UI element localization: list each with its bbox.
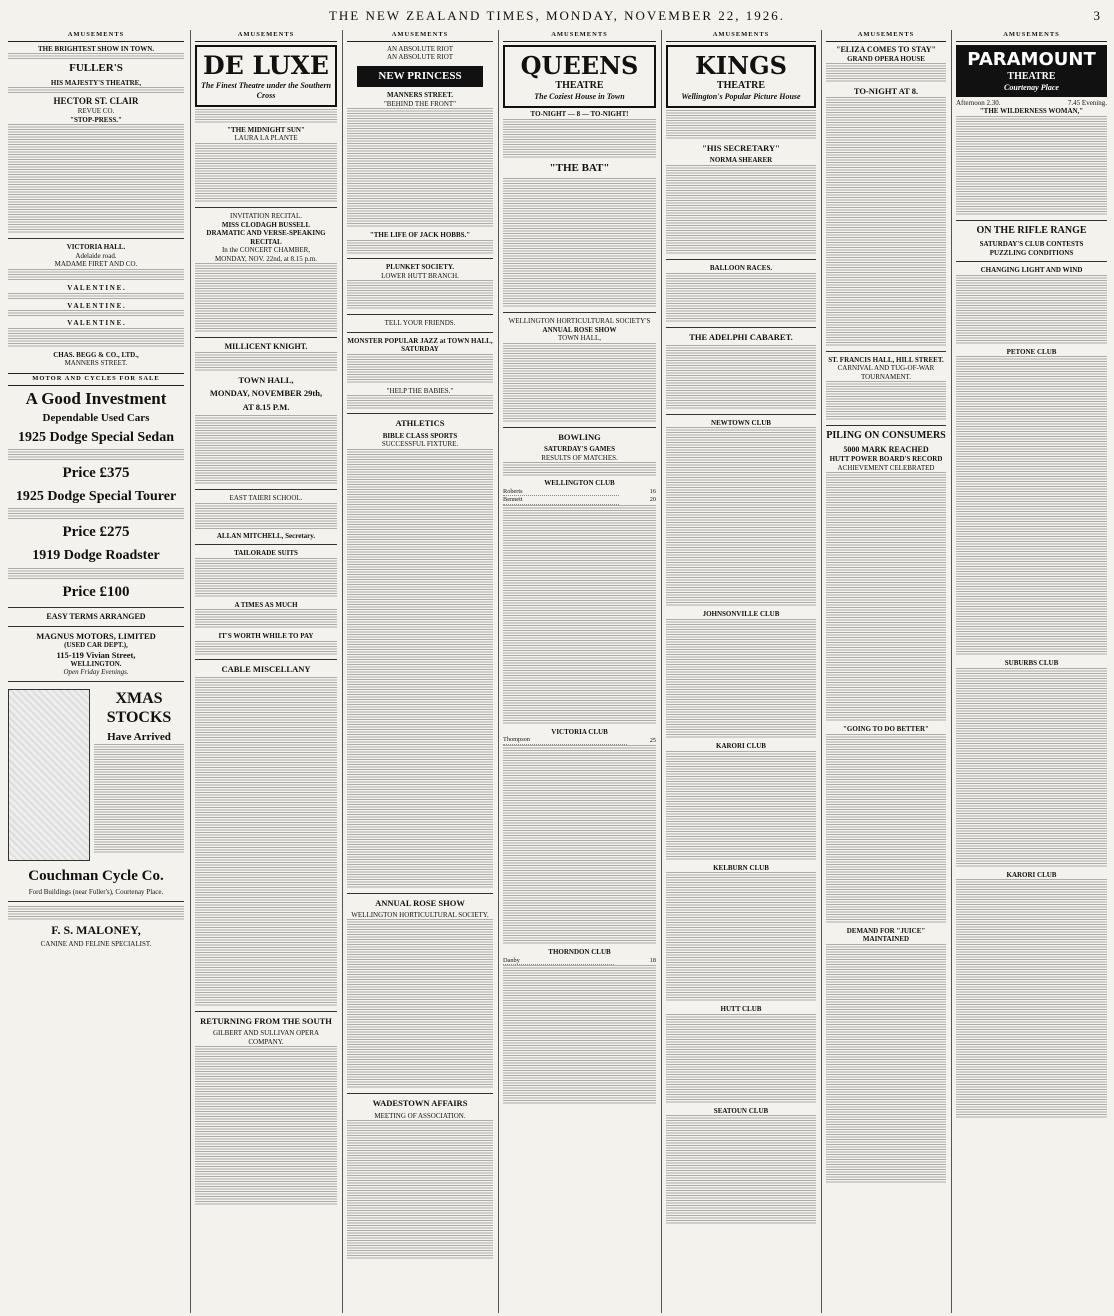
tailorade-tag: A TIMES AS MUCH	[234, 600, 298, 609]
text-block	[347, 280, 493, 310]
balloon-races: BALLOON RACES.	[709, 264, 773, 273]
section-header: AMUSEMENTS	[666, 30, 816, 42]
text-block	[503, 462, 656, 476]
page-number: 3	[1093, 8, 1100, 23]
riot-line: AN ABSOLUTE RIOT	[386, 53, 454, 62]
plunket-branch: LOWER HUTT BRANCH.	[381, 271, 459, 280]
deluxe-logo	[195, 45, 337, 107]
column-5	[661, 30, 820, 1313]
chas-begg-address: MANNERS STREET.	[64, 359, 128, 368]
tailorade-trial: IT'S WORTH WHILE TO PAY	[218, 632, 314, 641]
new-princess-logo: NEW PRINCESS	[357, 66, 483, 87]
section-header: AMUSEMENTS	[347, 30, 493, 42]
bowling-sub: SATURDAY'S GAMES	[544, 445, 615, 454]
tailorade-title: TAILORADE SUITS	[234, 549, 298, 558]
text-block	[8, 293, 184, 299]
rose-show-sub: WELLINGTON HORTICULTURAL SOCIETY.	[351, 910, 489, 919]
recital-name: MISS CLODAGH BUSSELL	[221, 220, 311, 229]
results-block	[503, 965, 656, 1105]
divider	[195, 1011, 337, 1012]
text-block	[8, 124, 184, 234]
millicent-time: AT 8.15 P.M.	[242, 401, 290, 412]
section-header: AMUSEMENTS	[8, 30, 184, 42]
text-block	[347, 108, 493, 228]
suburbs-club: SUBURBS CLUB	[1004, 659, 1059, 668]
section-header: AMUSEMENTS	[826, 30, 946, 42]
results-block	[666, 1115, 816, 1225]
table-row	[503, 957, 656, 965]
results-block	[666, 872, 816, 1002]
text-block	[195, 503, 337, 529]
results-block	[666, 619, 816, 739]
text-block	[503, 178, 656, 308]
price-list	[94, 744, 184, 854]
divider	[826, 351, 946, 352]
time-afternoon: Afternoon 2.30.	[956, 98, 1001, 107]
paramount-times	[956, 99, 1107, 108]
magnus-name: MAGNUS MOTORS, LIMITED	[36, 630, 156, 641]
text-block	[195, 263, 337, 333]
divider	[347, 258, 493, 259]
paramount-logo-text: PARAMOUNT	[967, 48, 1096, 70]
xmas-ad	[8, 686, 184, 864]
gilbert-sub: GILBERT AND SULLIVAN OPERA COMPANY.	[212, 1029, 320, 1046]
text-block	[8, 568, 184, 580]
score-table	[503, 957, 656, 966]
text-block	[8, 508, 184, 520]
text-block	[195, 415, 337, 485]
valentine-3: V A L E N T I N E .	[67, 319, 125, 328]
magnus-address: 115-119 Vivian Street,	[56, 649, 136, 660]
text-block	[347, 240, 493, 254]
deluxe-star: LAURA LA PLANTE	[234, 134, 298, 143]
text-block	[195, 609, 337, 629]
divider	[8, 681, 184, 682]
divider	[666, 327, 816, 328]
team-name: Danby	[503, 957, 614, 965]
club-heading: WELLINGTON CLUB	[544, 479, 615, 488]
results-block	[956, 879, 1107, 1119]
results-block	[666, 1014, 816, 1104]
team-name: Thompson	[503, 736, 627, 744]
article-body	[195, 677, 337, 1007]
club-heading: NEWTOWN CLUB	[711, 418, 771, 427]
results-block	[503, 505, 656, 725]
text-block	[666, 110, 816, 140]
queens-theatre: THEATRE	[555, 80, 604, 92]
section-header: AMUSEMENTS	[503, 30, 656, 42]
millicent-venue: TOWN HALL,	[238, 374, 294, 385]
kings-tagline: Wellington's Popular Picture House	[681, 92, 801, 102]
couchman-name: Couchman Cycle Co.	[28, 867, 164, 884]
tennis-venue: ST. FRANCIS HALL, HILL STREET.	[828, 355, 944, 364]
team-name: Bennett	[503, 496, 619, 505]
article-body	[347, 449, 493, 889]
paramount-theatre: THEATRE	[1007, 70, 1056, 82]
column-6	[821, 30, 950, 1313]
text-block	[956, 116, 1107, 216]
car-1-price: Price £375	[62, 464, 130, 481]
text-block	[826, 63, 946, 83]
recital-type: DRAMATIC AND VERSE-SPEAKING RECITAL	[206, 229, 326, 246]
valentine-1: V A L E N T I N E .	[67, 284, 125, 293]
car-2-price: Price £275	[62, 524, 130, 541]
east-taieri: EAST TAIERI SCHOOL.	[229, 494, 303, 502]
text-block	[826, 381, 946, 421]
column-1	[4, 30, 188, 1313]
text-block	[195, 109, 337, 123]
kings-logo-text: KINGS	[695, 50, 787, 80]
paramount-sub: Courtenay Place	[1004, 83, 1059, 93]
riot-line: AN ABSOLUTE RIOT	[386, 44, 454, 53]
piling-sub: 5000 MARK REACHED	[843, 445, 929, 455]
car-2-title: 1925 Dodge Special Tourer	[15, 489, 177, 505]
divider	[195, 337, 337, 338]
bowling-sub2: RESULTS OF MATCHES.	[541, 453, 618, 462]
maloney-sub: CANINE AND FELINE SPECIALIST.	[40, 940, 152, 949]
divider	[8, 238, 184, 239]
jazz-title: MONSTER POPULAR JAZZ at TOWN HALL, SATURDAY	[347, 336, 493, 354]
going-better: "GOING TO DO BETTER"	[843, 725, 929, 734]
athletics-header: ATHLETICS	[395, 418, 445, 429]
results-block	[956, 668, 1107, 868]
fullers-lead: THE BRIGHTEST SHOW IN TOWN.	[38, 44, 154, 53]
victoria-hall-sub: Adelaide road.	[75, 251, 117, 260]
opera-show: "ELIZA COMES TO STAY"	[836, 44, 936, 54]
deluxe-logo-text: DE LUXE	[203, 50, 329, 80]
article-body	[956, 275, 1107, 345]
tell-friends: TELL YOUR FRIENDS.	[384, 319, 456, 328]
divider	[195, 489, 337, 490]
text-block	[503, 119, 656, 159]
table-row	[503, 488, 656, 496]
divider	[195, 207, 337, 208]
text-block	[8, 310, 184, 316]
club-heading: JOHNSONVILLE CLUB	[702, 610, 780, 619]
magnus-open: Open Friday Evenings.	[63, 668, 129, 677]
team-score: 20	[649, 496, 656, 504]
athletics-sub2: SUCCESSFUL FIXTURE.	[381, 440, 459, 449]
masthead	[0, 0, 1114, 30]
new-princess-film: "BEHIND THE FRONT"	[383, 99, 457, 108]
cable-header: CABLE MISCELLANY	[221, 663, 311, 674]
chas-begg-name: CHAS. BEGG & CO., LTD.,	[53, 350, 139, 359]
divider	[8, 607, 184, 608]
rifle-sub2: PUZZLING CONDITIONS	[989, 248, 1074, 257]
maloney-name: F. S. MALONEY,	[51, 922, 141, 937]
text-block	[666, 165, 816, 255]
light-header: CHANGING LIGHT AND WIND	[980, 266, 1083, 275]
kings-star: NORMA SHEARER	[709, 156, 773, 165]
club-heading: VICTORIA CLUB	[551, 727, 608, 736]
piling-sub2: HUTT POWER BOARD'S RECORD	[829, 455, 943, 464]
valentine-2: V A L E N T I N E .	[67, 301, 125, 310]
divider	[195, 659, 337, 660]
article-body	[826, 944, 946, 1184]
rose-show-header: ANNUAL ROSE SHOW	[375, 897, 465, 908]
time-evening: 7.45 Evening.	[1067, 98, 1107, 107]
millicent-date: MONDAY, NOVEMBER 29th,	[209, 388, 323, 399]
magnus-sub: (USED CAR DEPT.),	[64, 640, 128, 649]
text-block	[666, 273, 816, 323]
bicycle-illustration	[8, 689, 90, 861]
table-row	[503, 736, 656, 744]
wadestown-header: WADESTOWN AFFAIRS	[372, 1098, 468, 1109]
divider	[347, 413, 493, 414]
dependable-cars: Dependable Used Cars	[42, 412, 150, 425]
text-block	[826, 97, 946, 347]
xmas-sub: Have Arrived	[107, 730, 171, 743]
easy-terms: EASY TERMS ARRANGED	[46, 611, 146, 621]
deluxe-tagline: The Finest Theatre under the Southern Cross	[200, 81, 332, 101]
deluxe-show: "THE MIDNIGHT SUN"	[227, 125, 305, 134]
millicent-title: MILLICENT KNIGHT.	[224, 342, 308, 352]
queens-logo	[503, 45, 656, 108]
text-block	[8, 87, 184, 93]
section-header: AMUSEMENTS	[195, 30, 337, 42]
section-header: AMUSEMENTS	[956, 30, 1107, 42]
table-row	[503, 496, 656, 505]
text-block	[195, 143, 337, 203]
new-princess-second: "THE LIFE OF JACK HOBBS."	[369, 231, 471, 240]
town-hall-title: WELLINGTON HORTICULTURAL SOCIETY'S	[508, 317, 651, 326]
car-3-title: 1919 Dodge Roadster	[32, 548, 160, 564]
divider	[8, 626, 184, 627]
recital-title: INVITATION RECITAL.	[230, 211, 302, 220]
kings-theatre: THEATRE	[716, 80, 766, 92]
results-block	[666, 751, 816, 861]
score-table	[503, 736, 656, 745]
text-block	[195, 558, 337, 598]
divider	[347, 332, 493, 333]
demand-juice: DEMAND FOR "JUICE" MAINTAINED	[846, 926, 926, 944]
divider	[195, 544, 337, 545]
athletics-sub: BIBLE CLASS SPORTS	[382, 431, 458, 440]
victoria-hall-title: VICTORIA HALL.	[66, 243, 126, 252]
paramount-show: "THE WILDERNESS WOMAN,"	[979, 107, 1084, 116]
divider	[666, 259, 816, 260]
column-2	[190, 30, 341, 1313]
results-block	[956, 356, 1107, 656]
town-hall-show: ANNUAL ROSE SHOW	[542, 325, 617, 334]
recital-venue: In the CONCERT CHAMBER,	[221, 246, 311, 255]
returning-header: RETURNING FROM THE SOUTH	[200, 1016, 332, 1027]
club-heading: KELBURN CLUB	[713, 863, 769, 872]
text-block	[503, 343, 656, 423]
kings-show: "HIS SECRETARY"	[702, 143, 780, 154]
masthead-title: THE NEW ZEALAND TIMES, MONDAY, NOVEMBER 22, 1926.	[328, 8, 786, 23]
divider	[503, 427, 656, 428]
column-3	[342, 30, 497, 1313]
score-table	[503, 488, 656, 505]
divider	[666, 414, 816, 415]
club-heading: HUTT CLUB	[720, 1005, 762, 1014]
text-block	[347, 354, 493, 384]
fullers-theatre: HIS MAJESTY'S THEATRE,	[50, 78, 142, 87]
xmas-title: XMAS STOCKS	[106, 689, 172, 727]
article-body	[826, 734, 946, 924]
column-7	[951, 30, 1111, 1313]
rifle-sub: SATURDAY'S CLUB CONTESTS	[979, 240, 1084, 249]
town-hall-venue: TOWN HALL,	[557, 334, 602, 343]
divider	[347, 314, 493, 315]
couchman-sub: Ford Buildings (near Fuller's), Courtenay Place.	[28, 888, 164, 897]
results-block	[666, 427, 816, 607]
article-body	[347, 1120, 493, 1260]
car-3-price: Price £100	[62, 583, 130, 600]
fullers-title: REVUE CO.	[77, 107, 115, 116]
allan-mitchell: ALLAN MITCHELL, Secretary.	[216, 531, 316, 540]
divider	[956, 220, 1107, 221]
adelphi-cabaret: THE ADELPHI CABARET.	[689, 331, 793, 342]
help-babies: "HELP THE BABIES."	[386, 386, 454, 395]
bowling-header: BOWLING	[558, 431, 601, 442]
column-4	[498, 30, 660, 1313]
club-heading: THORNDON CLUB	[548, 948, 611, 957]
divider	[956, 261, 1107, 262]
team-score: 16	[649, 487, 656, 495]
text-block	[8, 269, 184, 281]
piling-header: PILING ON CONSUMERS	[826, 430, 946, 442]
victoria-hall-show: MADAME FIRET AND CO.	[54, 260, 138, 269]
kings-logo	[666, 45, 816, 108]
text-block	[666, 345, 816, 410]
article-body	[826, 472, 946, 722]
divider	[347, 1093, 493, 1094]
wadestown-sub: MEETING OF ASSOCIATION.	[374, 1111, 466, 1120]
team-name: Roberts	[503, 488, 619, 496]
motor-header: MOTOR AND CYCLES FOR SALE	[8, 373, 184, 386]
article-body	[347, 919, 493, 1089]
achievement: ACHIEVEMENT CELEBRATED	[837, 463, 935, 472]
queens-logo-text: QUEENS	[520, 50, 639, 80]
club-heading: SEATOUN CLUB	[713, 1106, 769, 1115]
plunket-title: PLUNKET SOCIETY.	[385, 262, 455, 271]
petone-club: PETONE CLUB	[1006, 347, 1057, 356]
queens-show: "THE BAT"	[549, 161, 610, 174]
fullers-name: FULLER'S	[69, 62, 123, 75]
text-block	[8, 328, 184, 348]
recital-date: MONDAY, NOV. 22nd, at 8.15 p.m.	[215, 254, 317, 263]
divider	[503, 312, 656, 313]
text-block	[195, 352, 337, 372]
divider	[826, 425, 946, 426]
fullers-show: "STOP-PRESS."	[70, 115, 122, 124]
karori-club: KARORI CLUB	[1006, 870, 1057, 879]
team-score: 18	[649, 956, 656, 964]
magnus-city: WELLINGTON.	[70, 659, 122, 668]
queens-tonight: TO-NIGHT — 8 — TO-NIGHT!	[530, 110, 629, 119]
divider	[8, 901, 184, 902]
paramount-logo	[956, 45, 1107, 97]
results-block	[503, 745, 656, 945]
text-block	[8, 449, 184, 461]
text-block	[347, 395, 493, 409]
opera-tonight: TO-NIGHT AT 8.	[853, 86, 919, 97]
new-princess-street: MANNERS STREET.	[387, 91, 453, 100]
team-score: 25	[649, 736, 656, 744]
divider	[347, 893, 493, 894]
tennis-event: CARNIVAL AND TUG-OF-WAR TOURNAMENT.	[837, 364, 935, 381]
article-body	[195, 1046, 337, 1206]
car-1-title: 1925 Dodge Special Sedan	[18, 429, 174, 445]
good-investment: A Good Investment	[25, 388, 167, 408]
opera-venue: GRAND OPERA HOUSE	[847, 54, 925, 63]
rifle-header: ON THE RIFLE RANGE	[976, 224, 1087, 236]
text-block	[8, 53, 184, 59]
club-heading: KARORI CLUB	[716, 741, 766, 750]
fullers-star: HECTOR ST. CLAIR	[53, 96, 139, 107]
queens-tagline: The Coziest House in Town	[534, 92, 625, 102]
text-block	[195, 641, 337, 655]
text-block	[8, 906, 184, 920]
